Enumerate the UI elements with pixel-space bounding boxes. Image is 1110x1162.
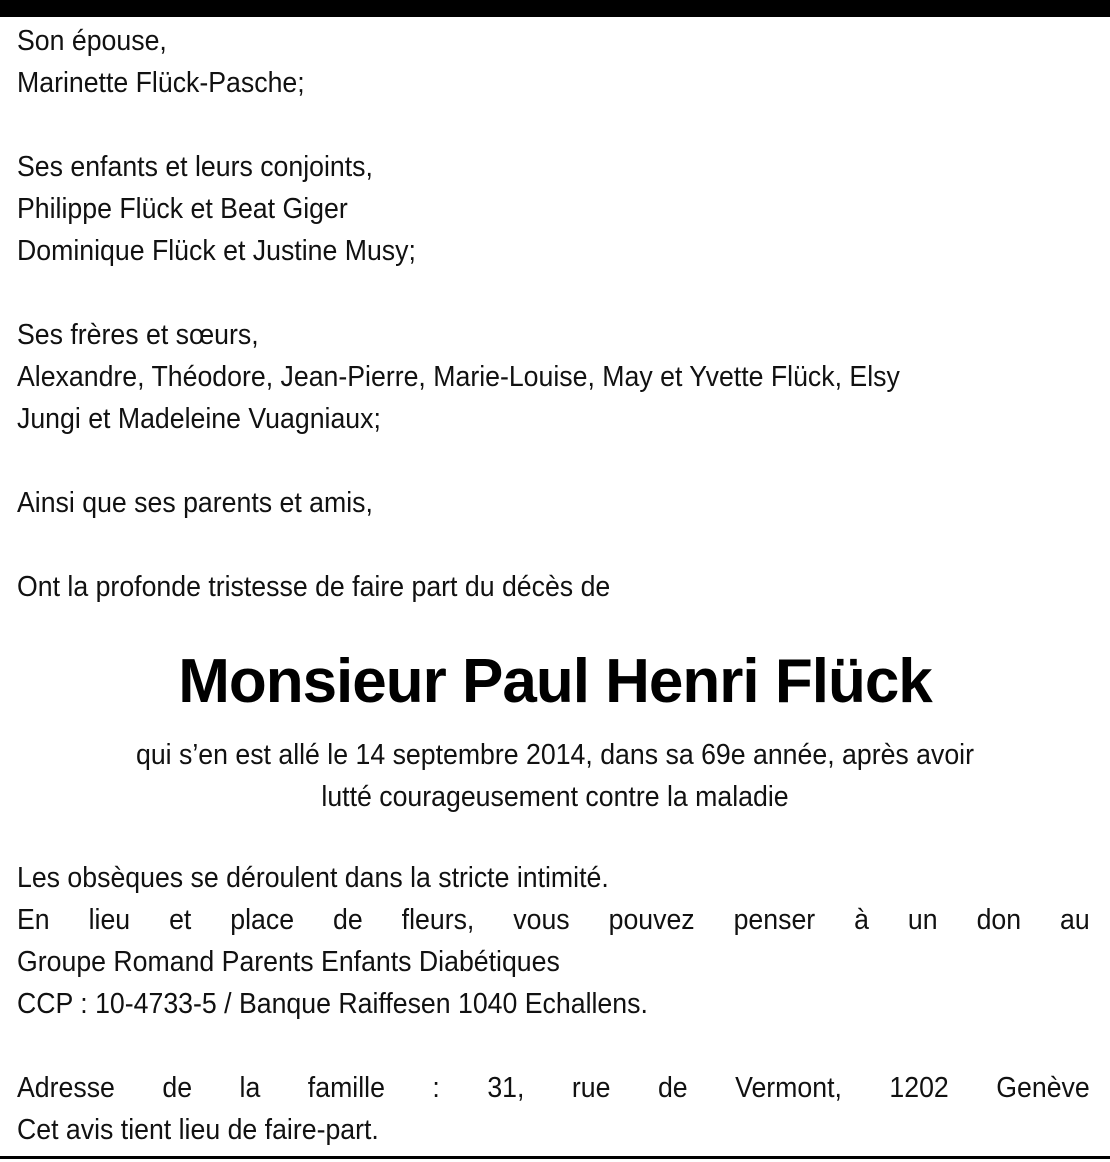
- deceased-name: Monsieur Paul Henri Flück: [178, 647, 932, 716]
- account-line: CCP : 10-4733-5 / Banque Raiffesen 1040 Echallens.: [17, 988, 648, 1020]
- children-heading: Ses enfants et leurs conjoints,: [17, 151, 373, 183]
- closing-information: [17, 857, 1090, 1151]
- family-announcement: [17, 20, 1090, 608]
- spacer: [17, 440, 1090, 482]
- deceased-details: [0, 734, 1110, 818]
- top-border-rule: [0, 0, 1110, 17]
- detail-line-2: lutté courageusement contre la maladie: [321, 781, 789, 813]
- siblings-line-1: Alexandre, Théodore, Jean-Pierre, Marie-Louise, May et Yvette Flück, Elsy: [17, 361, 900, 393]
- child-line-2: Dominique Flück et Justine Musy;: [17, 235, 416, 267]
- deceased-name-block: [0, 640, 1110, 724]
- spacer: [17, 104, 1090, 146]
- siblings-heading: Ses frères et sœurs,: [17, 319, 259, 351]
- donation-line-1: En lieu et place de fleurs, vous pouvez penser à un don au: [17, 904, 1090, 936]
- spacer: [17, 524, 1090, 566]
- spacer: [17, 1025, 1090, 1067]
- spacer: [17, 272, 1090, 314]
- detail-line-1: qui s’en est allé le 14 septembre 2014, dans sa 69e année, après avoir: [135, 739, 975, 771]
- siblings-line-2: Jungi et Madeleine Vuagniaux;: [17, 403, 381, 435]
- spouse-name: Marinette Flück-Pasche;: [17, 67, 305, 99]
- spouse-heading: Son épouse,: [17, 25, 167, 57]
- bottom-border-rule: [0, 1156, 1110, 1159]
- address-line: Adresse de la famille : 31, rue de Vermont, 1202 Genève: [17, 1072, 1090, 1104]
- announcement-line: Ont la profonde tristesse de faire part du décès de: [17, 571, 611, 603]
- relatives-line: Ainsi que ses parents et amis,: [17, 487, 373, 519]
- funeral-line: Les obsèques se déroulent dans la stricte intimité.: [17, 862, 609, 894]
- donation-line-2: Groupe Romand Parents Enfants Diabétiques: [17, 946, 560, 978]
- notice-line: Cet avis tient lieu de faire-part.: [17, 1114, 379, 1146]
- child-line-1: Philippe Flück et Beat Giger: [17, 193, 348, 225]
